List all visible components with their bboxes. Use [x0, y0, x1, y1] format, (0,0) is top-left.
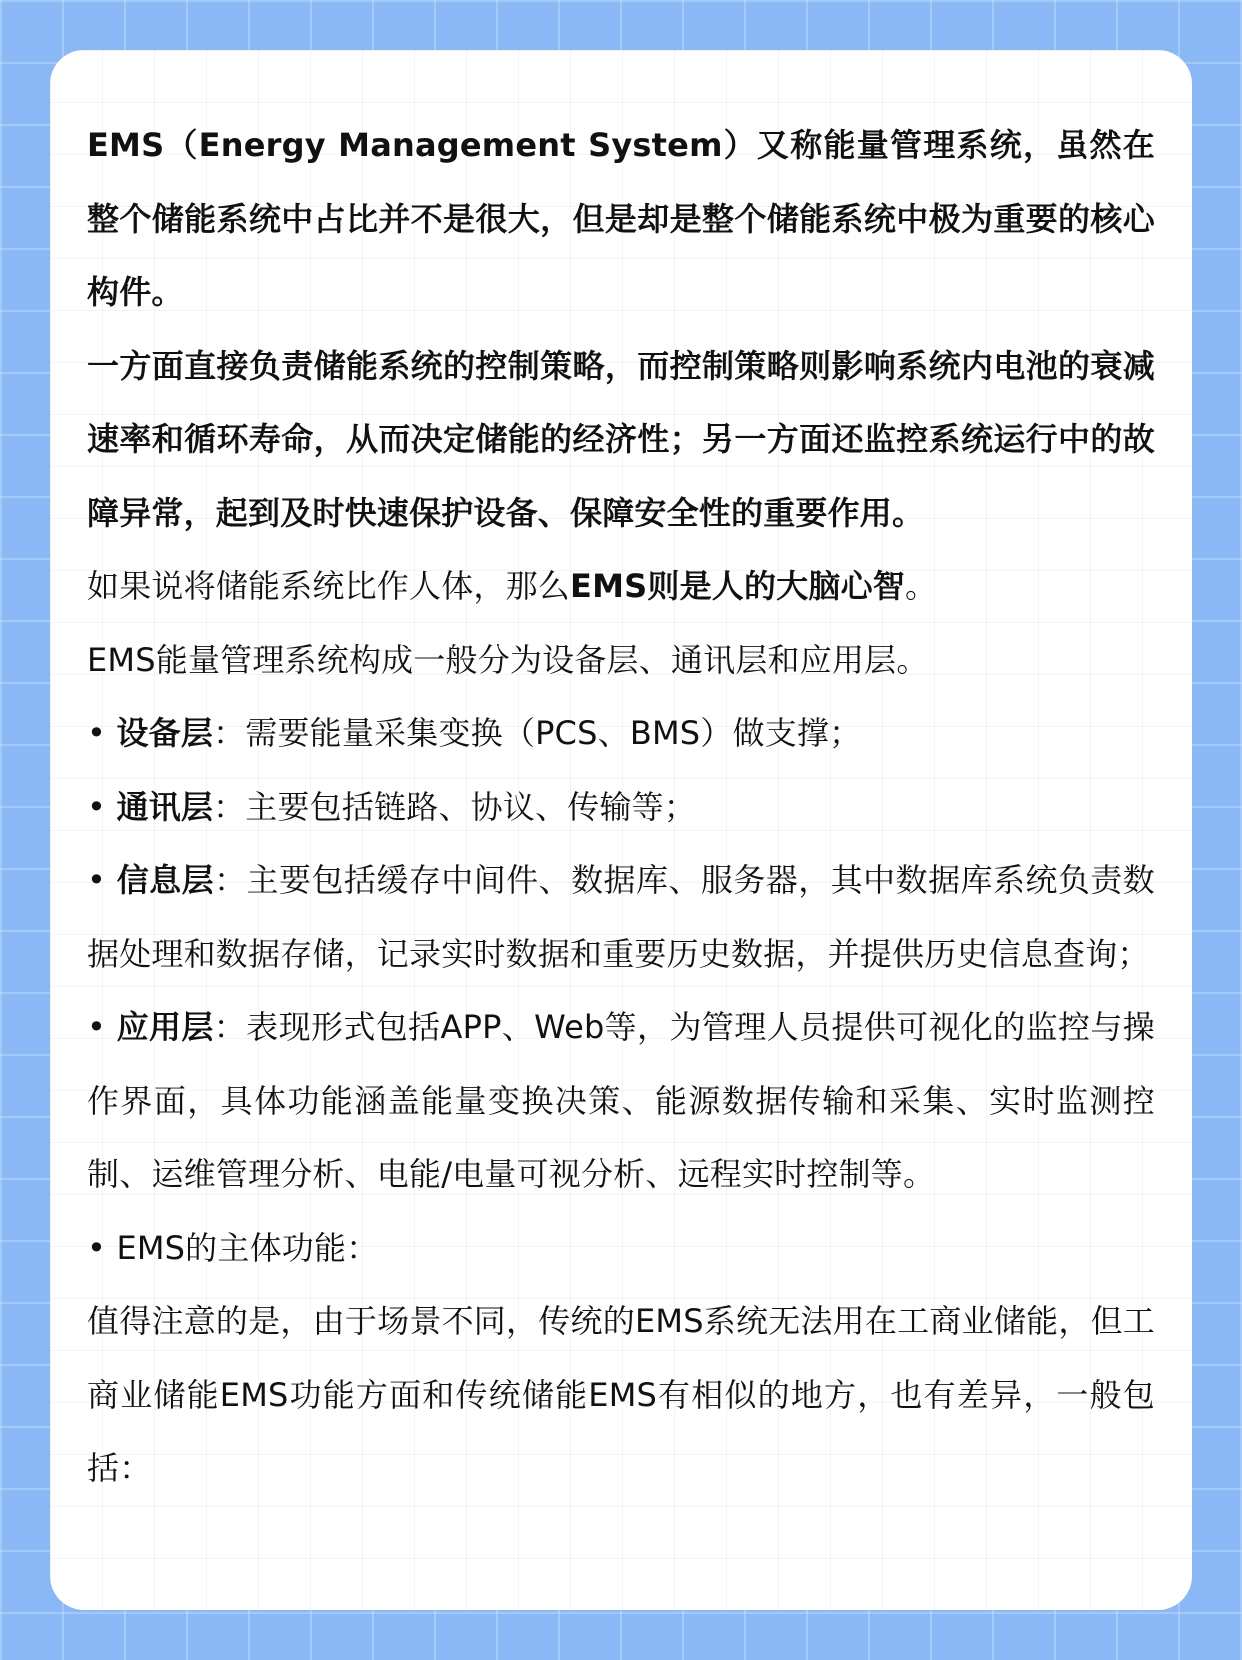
bullet-device-layer [87, 697, 1155, 771]
content-card [50, 50, 1192, 1610]
bullet-app-layer [87, 991, 1155, 1212]
role-paragraph: 一方面直接负责储能系统的控制策略，而控制策略则影响系统内电池的衰减速率和循环寿命，从而决定储能的经济性；另一方面还监控系统运行中的故障异常，起到及时快速保护设备、保障安全性的重要作用。 [87, 346, 1155, 532]
bullet-device-prefix: • [87, 714, 117, 752]
intro-paragraph: EMS（Energy Management System）又称能量管理系统，虽然在整个储能系统中占比并不是很大，但是却是整个储能系统中极为重要的核心构件。 [87, 126, 1155, 311]
bullet-device-label: 设备层 [116, 714, 214, 752]
bullet-info-text: ：主要包括缓存中间件、数据库、服务器，其中数据库系统负责数据处理和数据存储，记录实时数据和重要历史数据，并提供历史信息查询； [87, 861, 1155, 973]
bullet-main-functions: • EMS的主体功能： [87, 1228, 379, 1267]
bullet-app-label: 应用层 [116, 1008, 214, 1046]
analogy-paragraph [87, 550, 1155, 624]
bullet-comm-layer [87, 771, 1155, 845]
note-paragraph: 值得注意的是，由于场景不同，传统的EMS系统无法用在工商业储能，但工商业储能EMS功能方面和传统储能EMS有相似的地方，也有差异，一般包括： [87, 1302, 1155, 1487]
analogy-text: 如果说将储能系统比作人体，那么 [87, 567, 571, 605]
bullet-device-text: ：需要能量采集变换（PCS、BMS）做支撑； [213, 714, 862, 752]
structure-paragraph: EMS能量管理系统构成一般分为设备层、通讯层和应用层。 [87, 640, 929, 679]
bullet-app-text: ：表现形式包括APP、Web等，为管理人员提供可视化的监控与操作界面，具体功能涵盖能量变换决策、能源数据传输和采集、实时监测控制、运维管理分析、电能/电量可视分析、远程实时控制等。 [87, 1008, 1156, 1193]
bullet-comm-prefix: • [87, 787, 117, 826]
bullet-app-prefix: • [87, 1008, 117, 1046]
bullet-comm-text: ：主要包括链路、协议、传输等； [213, 787, 697, 826]
analogy-emphasis: EMS则是人的大脑心智 [570, 567, 905, 605]
bullet-info-prefix: • [87, 861, 117, 899]
analogy-end: 。 [904, 567, 938, 605]
bullet-info-label: 信息层 [116, 861, 215, 899]
bullet-info-layer [87, 844, 1155, 991]
bullet-comm-label: 通讯层 [116, 787, 214, 826]
